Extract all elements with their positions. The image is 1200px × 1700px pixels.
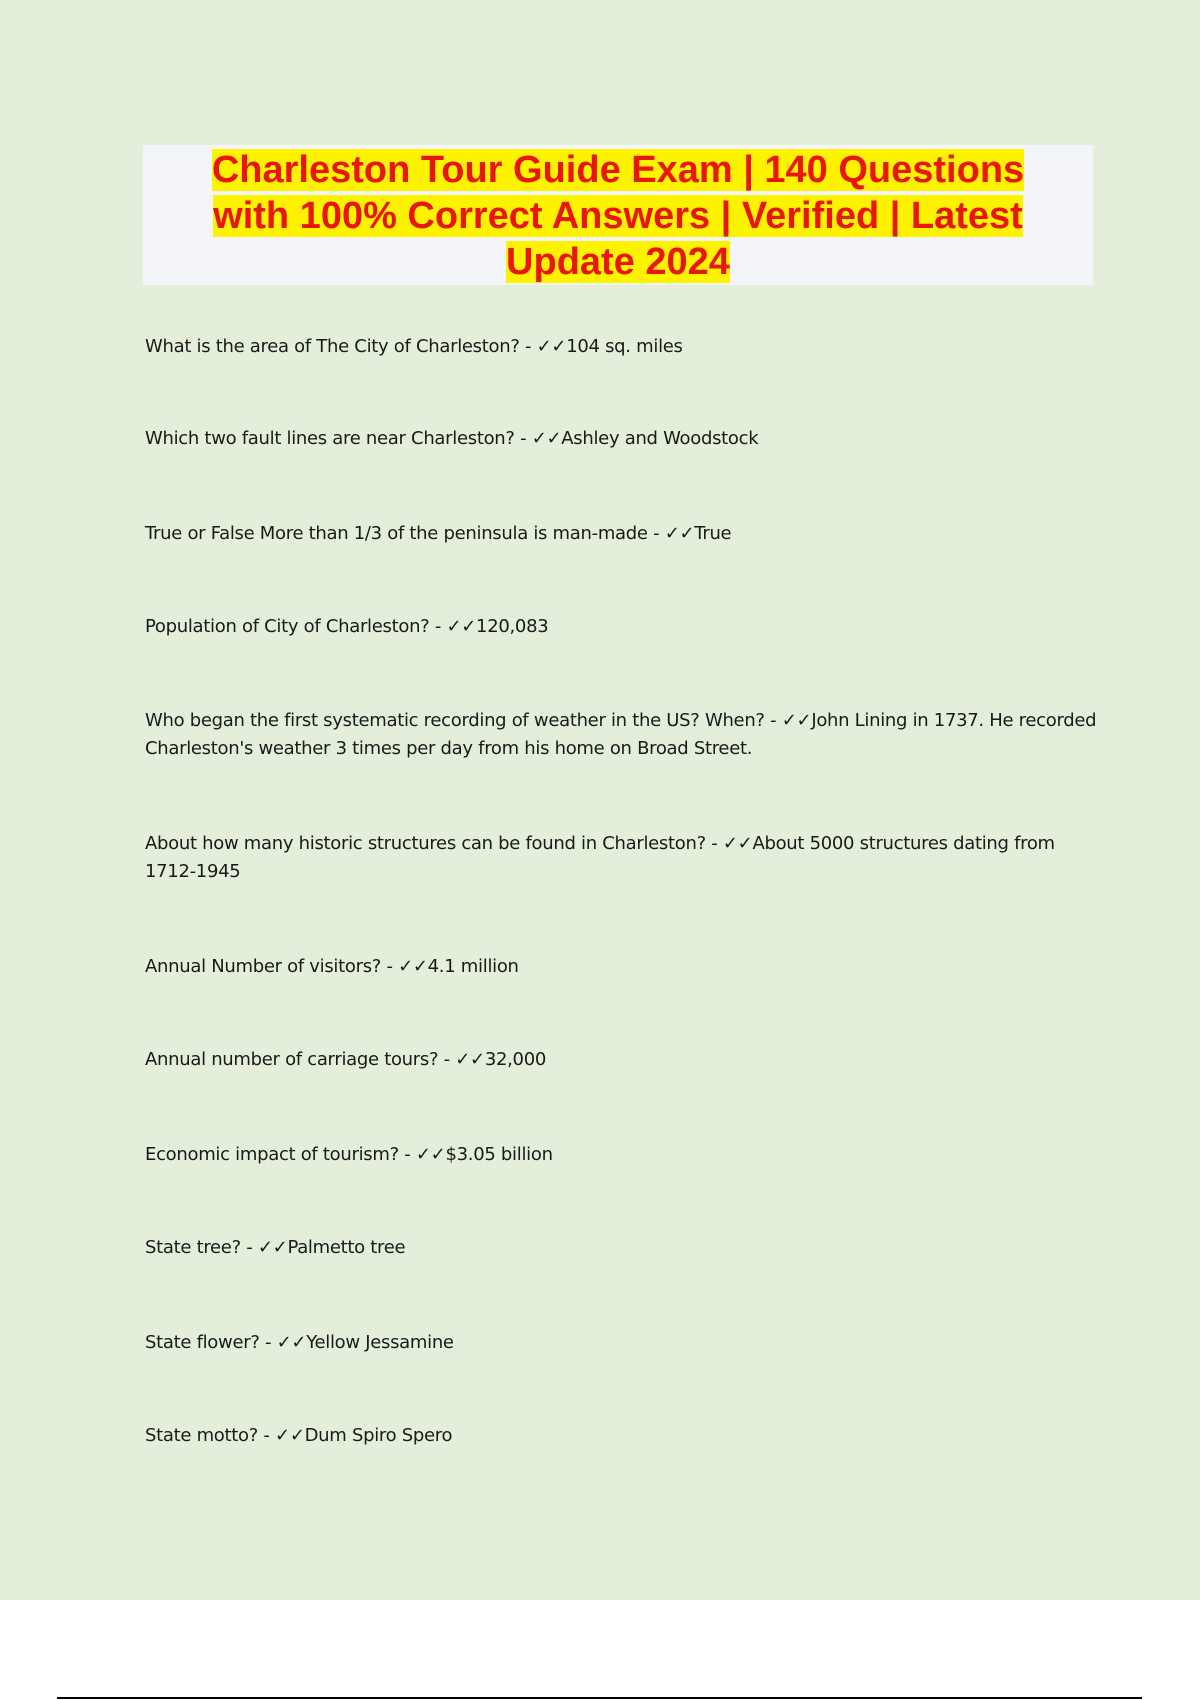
check-icon: ✓✓	[275, 1425, 305, 1446]
list-item	[145, 707, 1100, 763]
answer-text: Palmetto tree	[287, 1237, 406, 1258]
list-item	[145, 830, 1100, 886]
check-icon: ✓✓	[722, 833, 753, 854]
question-text: Annual Number of visitors? -	[145, 956, 399, 977]
answer-text: 120,083	[476, 616, 549, 637]
page-title	[178, 147, 1058, 285]
answer-text: Dum Spiro Spero	[304, 1425, 453, 1446]
answer-text: Yellow Jessamine	[306, 1332, 454, 1353]
question-text: Economic impact of tourism? -	[145, 1144, 416, 1165]
check-icon: ✓✓	[455, 1049, 485, 1070]
question-text: What is the area of The City of Charleston? -	[145, 336, 537, 357]
list-item	[145, 953, 1100, 981]
answer-text: About 5000 structures dating from 1712-1945	[145, 833, 1055, 882]
check-icon: ✓✓	[257, 1237, 288, 1258]
question-text: Who began the first systematic recording of weather in the US? When? -	[145, 710, 782, 731]
question-text: About how many historic structures can be found in Charleston? -	[145, 833, 723, 854]
list-item	[145, 613, 1100, 641]
check-icon: ✓✓	[781, 710, 812, 731]
answer-text: True	[694, 523, 732, 544]
footer-divider	[57, 1697, 1142, 1699]
question-text: Population of City of Charleston? -	[145, 616, 447, 637]
list-item	[145, 1329, 1100, 1357]
check-icon: ✓✓	[446, 616, 477, 637]
question-text: True or False More than 1/3 of the peninsula is man-made -	[145, 523, 665, 544]
list-item	[145, 520, 1100, 548]
answer-text: $3.05 billion	[445, 1144, 553, 1165]
check-icon: ✓✓	[531, 428, 562, 449]
question-text: Annual number of carriage tours? -	[145, 1049, 456, 1070]
answer-text: 32,000	[484, 1049, 547, 1070]
answer-text: 4.1 million	[427, 956, 519, 977]
answer-text: 104 sq. miles	[566, 336, 683, 357]
check-icon: ✓✓	[398, 956, 428, 977]
question-text: State flower? -	[145, 1332, 277, 1353]
question-text: State tree? -	[145, 1237, 258, 1258]
list-item	[145, 1141, 1100, 1169]
check-icon: ✓✓	[415, 1144, 446, 1165]
check-icon: ✓✓	[664, 523, 695, 544]
title-box	[143, 145, 1093, 285]
list-item	[145, 1046, 1100, 1074]
list-item	[145, 333, 1100, 361]
question-text: Which two fault lines are near Charleston? -	[145, 428, 532, 449]
answer-text: Ashley and Woodstock	[561, 428, 759, 449]
check-icon: ✓✓	[536, 336, 567, 357]
list-item	[145, 1234, 1100, 1262]
list-item	[145, 425, 1100, 453]
list-item	[145, 1422, 1100, 1450]
question-text: State motto? -	[145, 1425, 276, 1446]
page-title-text: Charleston Tour Guide Exam | 140 Questions with 100% Correct Answers | Verified | Latest Update 2024	[211, 149, 1025, 283]
check-icon: ✓✓	[276, 1332, 307, 1353]
answer-text: John Lining in 1737. He recorded Charleston's weather 3 times per day from his home on Broad Street.	[145, 710, 1097, 759]
